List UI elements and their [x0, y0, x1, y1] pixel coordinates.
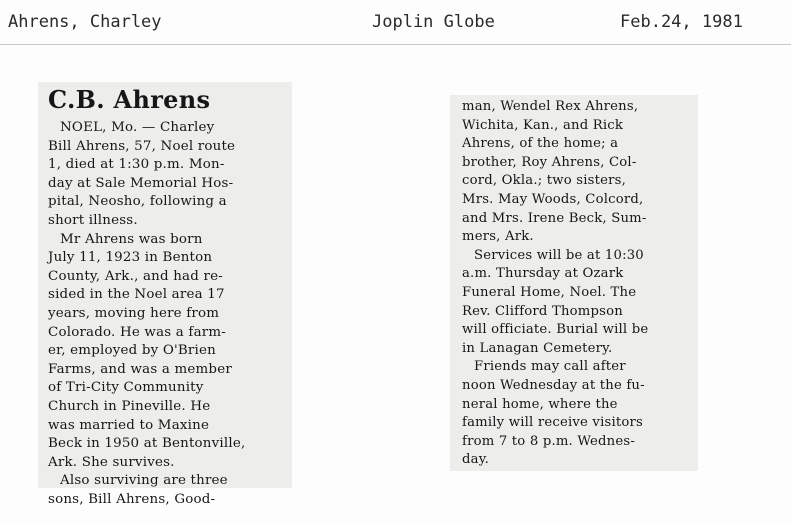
text-line: Wichita, Kan., and Rick: [462, 117, 624, 133]
text-line: and Mrs. Irene Beck, Sum-: [462, 210, 647, 226]
text-line: Church in Pineville. He: [48, 398, 211, 414]
header-divider: [0, 44, 791, 45]
text-line: er, employed by O'Brien: [48, 343, 216, 359]
text-line: man, Wendel Rex Ahrens,: [462, 99, 639, 114]
text-line: County, Ark., and had re-: [48, 268, 223, 284]
text-line: Bill Ahrens, 57, Noel route: [48, 138, 236, 154]
publication-date: Feb.24, 1981: [620, 12, 743, 32]
text-line: will officiate. Burial will be: [462, 322, 649, 338]
text-line: in Lanagan Cemetery.: [462, 340, 613, 356]
text-line: July 11, 1923 in Benton: [48, 250, 213, 266]
text-line: Mrs. May Woods, Colcord,: [462, 191, 644, 207]
index-header: [0, 0, 791, 44]
text-line: Friends may call after: [474, 359, 626, 375]
text-line: day.: [462, 452, 489, 468]
right-column-text: [462, 98, 692, 470]
text-line: Colorado. He was a farm-: [48, 324, 226, 340]
text-line: neral home, where the: [462, 396, 618, 412]
text-line: Ark. She survives.: [48, 454, 175, 470]
text-line: Funeral Home, Noel. The: [462, 284, 637, 300]
text-line: Services will be at 10:30: [474, 247, 644, 263]
text-line: noon Wednesday at the fu-: [462, 377, 645, 393]
text-line: short illness.: [48, 212, 138, 228]
clipping-right: [450, 95, 698, 471]
text-line: Beck in 1950 at Bentonville,: [48, 436, 246, 452]
text-line: sided in the Noel area 17: [48, 287, 225, 303]
text-line: brother, Roy Ahrens, Col-: [462, 154, 637, 170]
text-line: a.m. Thursday at Ozark: [462, 266, 624, 282]
text-line: cord, Okla.; two sisters,: [462, 173, 627, 189]
left-column-text: [48, 119, 286, 509]
subject-name: Ahrens, Charley: [8, 12, 162, 32]
text-line: Mr Ahrens was born: [60, 231, 203, 247]
text-line: mers, Ark.: [462, 229, 534, 245]
obituary-headline: C.B. Ahrens: [48, 85, 211, 114]
text-line: Ahrens, of the home; a: [462, 136, 619, 152]
text-line: Also surviving are three: [60, 473, 228, 489]
clipping-left: [38, 82, 292, 507]
text-line: day at Sale Memorial Hos-: [48, 175, 234, 191]
text-line: Farms, and was a member: [48, 361, 232, 377]
text-line: Rev. Clifford Thompson: [462, 303, 623, 319]
text-line: pital, Neosho, following a: [48, 194, 227, 210]
text-line: of Tri-City Community: [48, 380, 204, 396]
newspaper-name: Joplin Globe: [372, 12, 495, 32]
text-line: sons, Bill Ahrens, Good-: [48, 491, 216, 507]
text-line: from 7 to 8 p.m. Wednes-: [462, 433, 635, 449]
text-line: 1, died at 1:30 p.m. Mon-: [48, 157, 225, 173]
text-line: NOEL, Mo. — Charley: [60, 120, 215, 135]
text-line: family will receive visitors: [462, 415, 643, 431]
text-line: years, moving here from: [48, 305, 220, 321]
text-line: was married to Maxine: [48, 417, 210, 433]
